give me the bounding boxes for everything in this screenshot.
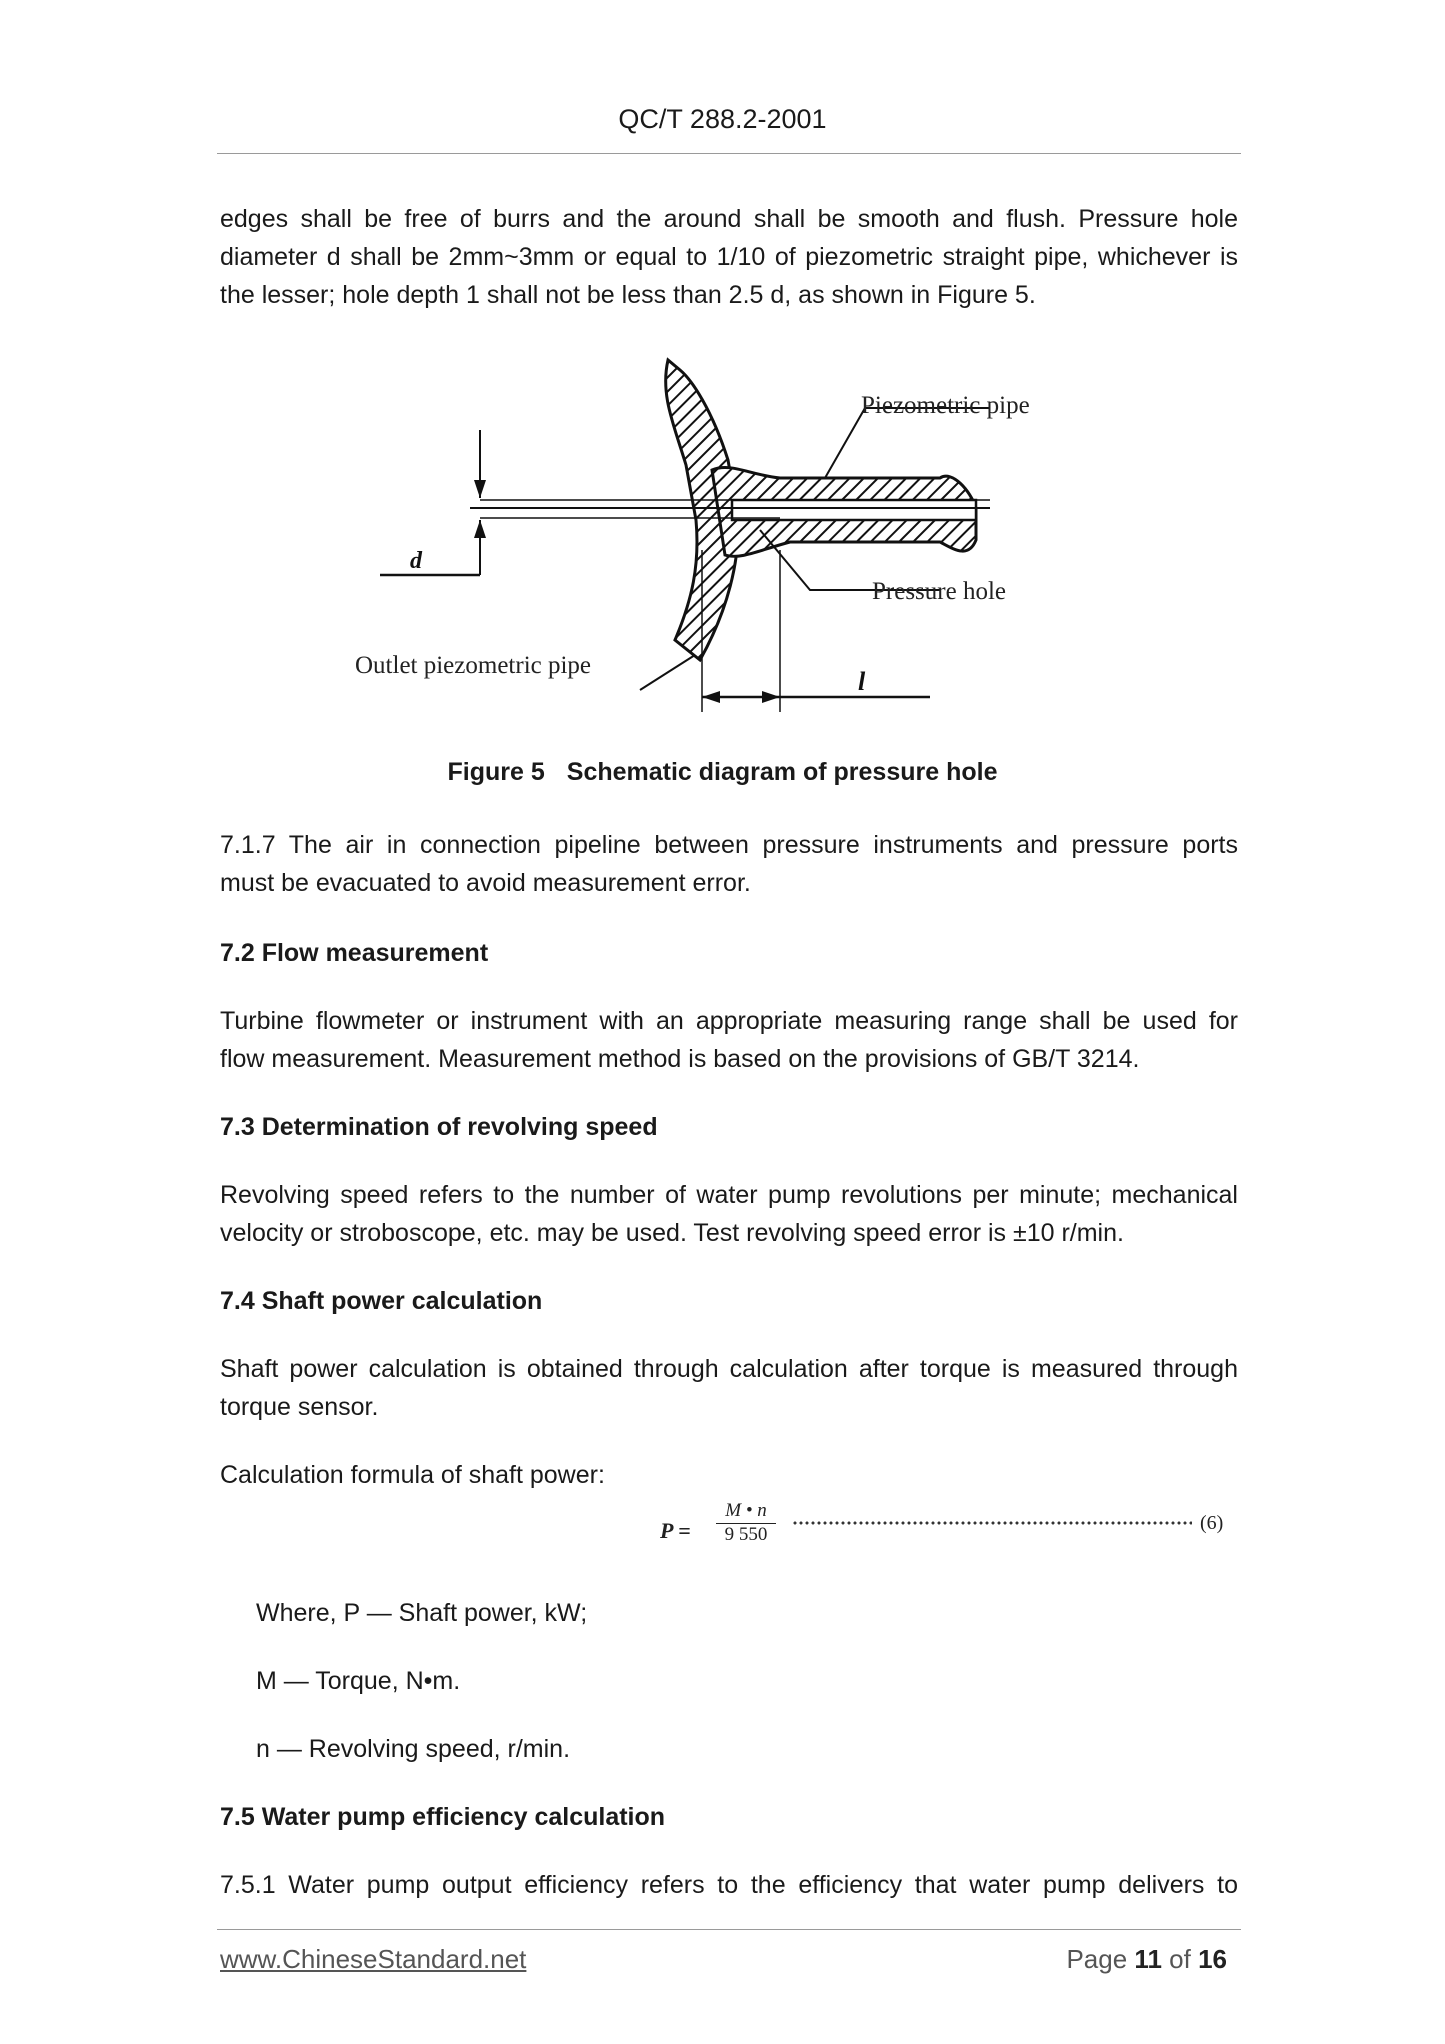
s73-heading: 7.3 Determination of revolving speed [220,1113,658,1141]
page-of: of [1169,1944,1191,1974]
d-dimension-label: d [410,548,422,574]
formula-leader-dots [792,1520,1192,1526]
pressure-hole-label: Pressure hole [872,578,1006,605]
where-p: Where, P — Shaft power, kW; [256,1599,588,1627]
page-indicator [1066,1944,1227,1975]
header-divider [217,153,1241,154]
formula-fraction [716,1500,776,1546]
page-current: 11 [1134,1944,1162,1974]
l-dimension-label: l [858,667,866,696]
intro-line-3: the lesser; hole depth 1 shall not be less than 2.5 d, as shown in Figure 5. [220,281,1036,309]
figure-caption-number: Figure 5 [447,758,545,786]
figure-caption-text: Schematic diagram of pressure hole [566,758,998,786]
figure-caption [0,758,1445,787]
s72-heading: 7.2 Flow measurement [220,939,489,967]
document-header-title: QC/T 288.2-2001 [618,104,827,134]
where-n: n — Revolving speed, r/min. [256,1735,571,1763]
formula-denominator: 9 550 [724,1524,768,1545]
s717-line-2: must be evacuated to avoid measurement error. [220,869,751,897]
s72-line-1: Turbine flowmeter or instrument with an appropriate measuring range shall be used for [220,1007,1238,1035]
s74-line-2: torque sensor. [220,1393,379,1421]
formula-intro: Calculation formula of shaft power: [220,1461,605,1489]
page-total: 16 [1198,1944,1227,1974]
s717-line-1: 7.1.7 The air in connection pipeline between pressure instruments and pressure ports [220,831,1238,859]
formula-lhs: P = [660,1518,691,1543]
s73-line-2: velocity or stroboscope, etc. may be used. Test revolving speed error is ±10 r/min. [220,1219,1124,1247]
where-m: M — Torque, N•m. [256,1667,461,1695]
s73-line-1: Revolving speed refers to the number of water pump revolutions per minute; mechanical [220,1181,1238,1209]
piezometric-pipe-label: Piezometric pipe [861,392,1030,419]
s75-heading: 7.5 Water pump efficiency calculation [220,1803,666,1831]
outlet-pipe-leader [640,655,695,690]
formula-numerator: M • n [716,1500,776,1524]
s74-line-1: Shaft power calculation is obtained through calculation after torque is measured through [220,1355,1238,1383]
s75-line-1: 7.5.1 Water pump output efficiency refers to the efficiency that water pump delivers to [220,1871,1238,1899]
shaft-power-formula [660,1500,1260,1560]
footer-divider [217,1929,1241,1930]
outlet-piezometric-pipe-label: Outlet piezometric pipe [355,652,592,679]
intro-line-1: edges shall be free of burrs and the around shall be smooth and flush. Pressure hole [220,205,1238,233]
intro-line-2: diameter d shall be 2mm~3mm or equal to 1/10 of piezometric straight pipe, whichever is [220,243,1238,271]
page-prefix: Page [1066,1944,1128,1974]
s72-line-2: flow measurement. Measurement method is based on the provisions of GB/T 3214. [220,1045,1140,1073]
website-link[interactable]: www.ChineseStandard.net [220,1944,527,1974]
pipe-bore [732,500,976,520]
s74-heading: 7.4 Shaft power calculation [220,1287,543,1315]
formula-number: (6) [1200,1512,1224,1534]
